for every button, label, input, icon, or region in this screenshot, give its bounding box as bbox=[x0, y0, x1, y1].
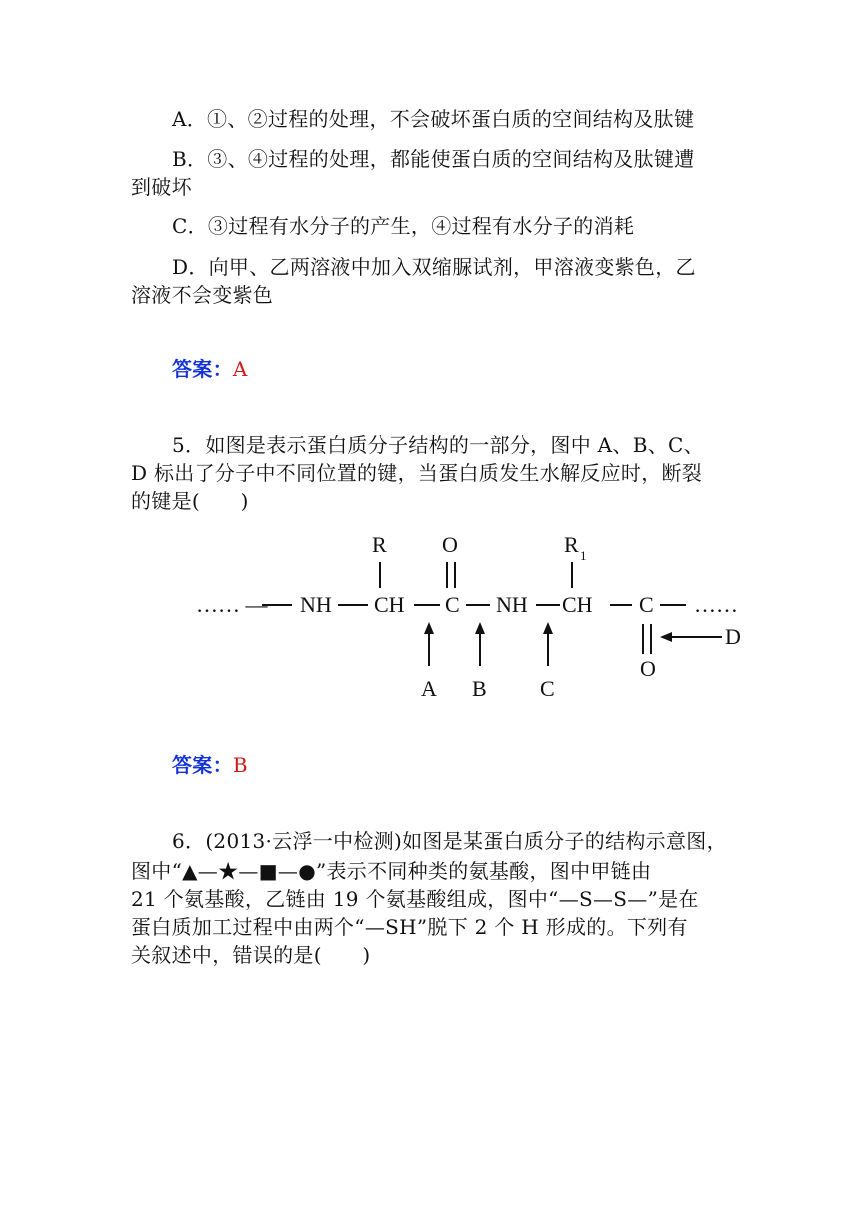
label-c: C bbox=[540, 676, 555, 701]
arrow-b bbox=[475, 622, 485, 666]
chain-dots-right: …… bbox=[694, 592, 738, 617]
q6-stem-line5: 关叙述中，错误的是( ) bbox=[131, 943, 371, 967]
label-d: D bbox=[725, 624, 741, 649]
q5-stem-line1: 5．如图是表示蛋白质分子结构的一部分，图中 A、B、C、 bbox=[172, 433, 704, 457]
q5-stem-line3: 的键是( ) bbox=[131, 489, 249, 513]
answer-value: A bbox=[232, 357, 248, 381]
oxygen-bottom: O bbox=[640, 656, 656, 681]
c-group-2: C bbox=[639, 592, 654, 617]
q6-stem-line2: 图中“▲—★—■—●”表示不同种类的氨基酸，图中甲链由 bbox=[131, 859, 652, 883]
nh-group-2: NH bbox=[496, 592, 528, 617]
r-group: R bbox=[372, 532, 387, 557]
q6-stem-line3: 21 个氨基酸，乙链由 19 个氨基酸组成，图中“—S—S—”是在 bbox=[131, 887, 699, 911]
q5-stem-line2: D 标出了分子中不同位置的键，当蛋白质发生水解反应时，断裂 bbox=[131, 461, 703, 485]
c-group-1: C bbox=[445, 592, 460, 617]
label-b: B bbox=[472, 676, 487, 701]
option-d-line2: 溶液不会变紫色 bbox=[131, 283, 274, 307]
option-b-line1: B．③、④过程的处理，都能使蛋白质的空间结构及肽键遭 bbox=[172, 147, 695, 171]
option-b-line2: 到破坏 bbox=[131, 175, 192, 199]
arrow-d bbox=[660, 632, 722, 642]
q6-stem-line4: 蛋白质加工过程中由两个“—SH”脱下 2 个 H 形成的。下列有 bbox=[131, 915, 688, 939]
nh-group-1: NH bbox=[300, 592, 332, 617]
option-a: A．①、②过程的处理，不会破坏蛋白质的空间结构及肽键 bbox=[172, 107, 695, 131]
r1-group: R bbox=[564, 532, 579, 557]
answer-label: 答案： bbox=[172, 357, 233, 381]
option-d-line1: D．向甲、乙两溶液中加入双缩脲试剂，甲溶液变紫色，乙 bbox=[172, 255, 696, 279]
q6-stem-line1: 6．(2013·云浮一中检测)如图是某蛋白质分子的结构示意图， bbox=[172, 829, 727, 853]
answer-label: 答案： bbox=[172, 753, 233, 777]
ch-group-2: CH bbox=[562, 592, 593, 617]
oxygen-top: O bbox=[442, 532, 458, 557]
answer-q4 bbox=[172, 356, 248, 382]
ch-group-1: CH bbox=[374, 592, 405, 617]
r1-subscript: 1 bbox=[580, 548, 587, 563]
peptide-diagram bbox=[0, 520, 860, 720]
arrow-c bbox=[543, 622, 553, 666]
answer-value: B bbox=[232, 753, 248, 777]
label-a: A bbox=[421, 676, 437, 701]
chain-dots-left: …… — bbox=[196, 592, 268, 617]
answer-q5 bbox=[172, 752, 248, 778]
option-c: C．③过程有水分子的产生，④过程有水分子的消耗 bbox=[172, 214, 635, 238]
arrow-a bbox=[424, 622, 434, 666]
